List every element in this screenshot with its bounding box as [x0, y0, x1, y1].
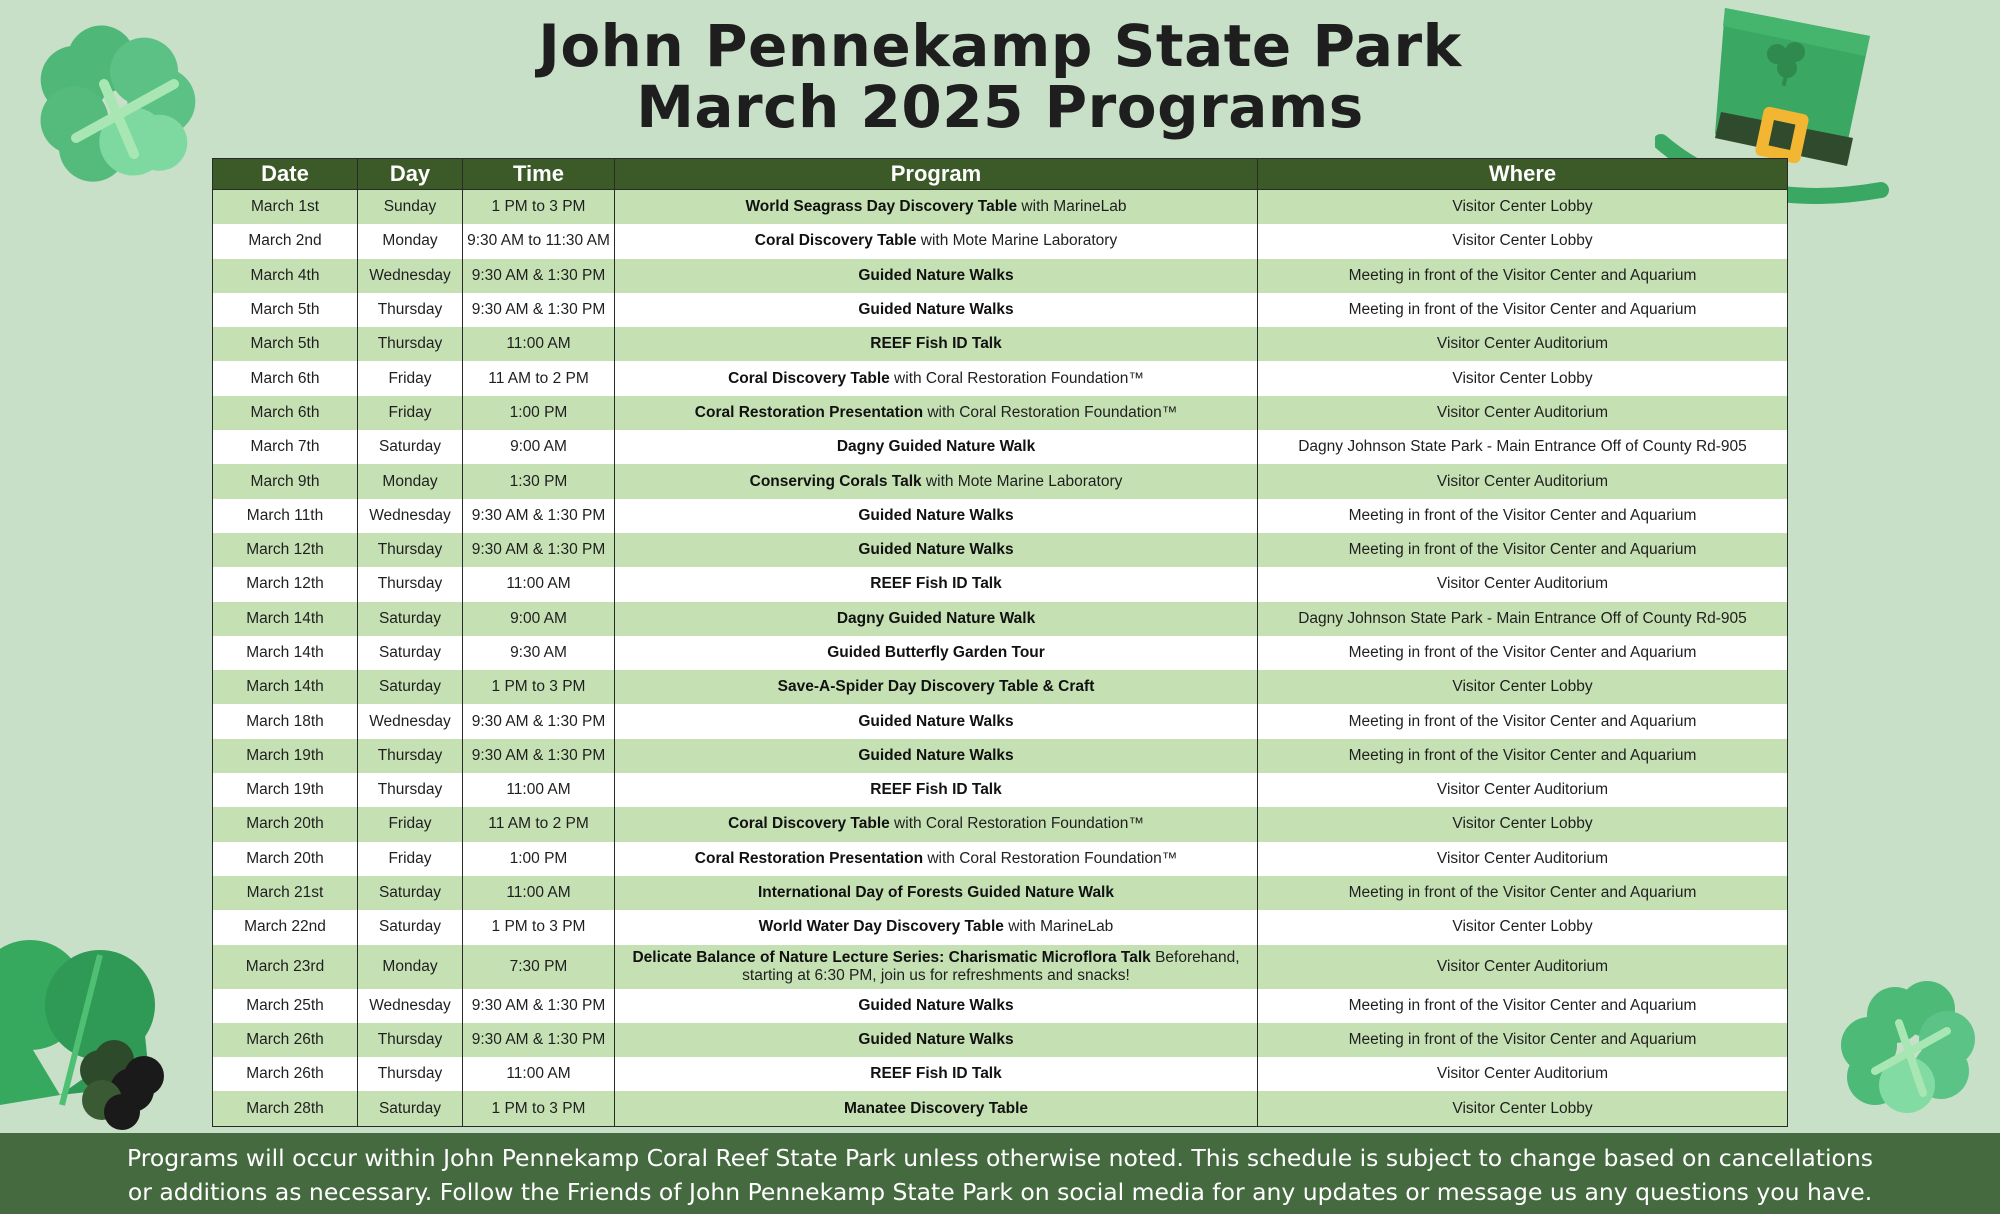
cell-where: Visitor Center Lobby: [1258, 224, 1788, 258]
cell-time: 9:30 AM: [463, 636, 615, 670]
cell-where: Visitor Center Lobby: [1258, 190, 1788, 225]
cell-day: Wednesday: [358, 989, 463, 1023]
table-row: [213, 876, 1788, 910]
cell-day: Thursday: [358, 739, 463, 773]
cell-day: Thursday: [358, 773, 463, 807]
table-row: [213, 533, 1788, 567]
program-detail: with Coral Restoration Foundation™: [889, 815, 1144, 833]
cell-program: [615, 190, 1258, 225]
cell-date: March 26th: [213, 1057, 358, 1091]
cell-program: [615, 1091, 1258, 1126]
program-title: Coral Discovery Table: [754, 232, 917, 250]
cell-time: 1:00 PM: [463, 396, 615, 430]
cell-where: Visitor Center Lobby: [1258, 670, 1788, 704]
cell-time: 9:30 AM & 1:30 PM: [463, 533, 615, 567]
cell-program: [615, 499, 1258, 533]
cell-where: Visitor Center Lobby: [1258, 807, 1788, 841]
cell-program: [615, 989, 1258, 1023]
program-title: Delicate Balance of Nature Lecture Series: Charismatic Microflora Talk: [632, 948, 1151, 966]
program-title: Guided Nature Walks: [858, 996, 1014, 1014]
cell-date: March 14th: [213, 636, 358, 670]
table-row: [213, 396, 1788, 430]
cell-date: March 14th: [213, 602, 358, 636]
cell-program: [615, 1057, 1258, 1091]
cell-where: Meeting in front of the Visitor Center and Aquarium: [1258, 876, 1788, 910]
cell-date: March 20th: [213, 807, 358, 841]
cell-date: March 11th: [213, 499, 358, 533]
cell-date: March 20th: [213, 842, 358, 876]
program-title: Guided Nature Walks: [858, 712, 1014, 730]
cell-time: 9:30 AM & 1:30 PM: [463, 739, 615, 773]
cell-date: March 22nd: [213, 910, 358, 944]
cell-date: March 12th: [213, 567, 358, 601]
cell-time: 11:00 AM: [463, 567, 615, 601]
table-row: [213, 989, 1788, 1023]
cell-day: Thursday: [358, 293, 463, 327]
program-title: Conserving Corals Talk: [749, 472, 922, 490]
cell-where: Visitor Center Lobby: [1258, 361, 1788, 395]
cell-where: Visitor Center Auditorium: [1258, 773, 1788, 807]
cell-where: Visitor Center Auditorium: [1258, 464, 1788, 498]
table-row: [213, 293, 1788, 327]
cell-day: Wednesday: [358, 499, 463, 533]
cell-program: [615, 670, 1258, 704]
program-title: Coral Discovery Table: [728, 815, 890, 833]
program-title: Manatee Discovery Table: [843, 1099, 1029, 1117]
table-header-row: [213, 159, 1788, 190]
program-title: Coral Discovery Table: [728, 369, 890, 387]
column-header-where: Where: [1258, 159, 1788, 190]
cell-program: [615, 945, 1258, 989]
table-row: [213, 910, 1788, 944]
cell-time: 7:30 PM: [463, 945, 615, 989]
cell-where: Meeting in front of the Visitor Center and Aquarium: [1258, 989, 1788, 1023]
cell-program: [615, 259, 1258, 293]
cell-date: March 23rd: [213, 945, 358, 989]
cell-where: Meeting in front of the Visitor Center and Aquarium: [1258, 499, 1788, 533]
cell-where: Visitor Center Auditorium: [1258, 327, 1788, 361]
table-row: [213, 499, 1788, 533]
cell-where: Dagny Johnson State Park - Main Entrance Off of County Rd-905: [1258, 430, 1788, 464]
cell-time: 9:30 AM to 11:30 AM: [463, 224, 615, 258]
program-title: REEF Fish ID Talk: [870, 781, 1002, 799]
table-row: [213, 430, 1788, 464]
cell-day: Wednesday: [358, 259, 463, 293]
table-row: [213, 636, 1788, 670]
table-row: [213, 1091, 1788, 1126]
cell-program: [615, 602, 1258, 636]
cell-program: [615, 430, 1258, 464]
footer-notice: [0, 1133, 2000, 1214]
cell-where: Dagny Johnson State Park - Main Entrance Off of County Rd-905: [1258, 602, 1788, 636]
cell-program: [615, 293, 1258, 327]
cell-date: March 28th: [213, 1091, 358, 1126]
cell-program: [615, 361, 1258, 395]
program-detail: with Coral Restoration Foundation™: [923, 403, 1178, 421]
cell-program: [615, 807, 1258, 841]
table-row: [213, 739, 1788, 773]
cell-where: Visitor Center Auditorium: [1258, 396, 1788, 430]
program-detail: with Mote Marine Laboratory: [921, 472, 1123, 490]
cell-date: March 19th: [213, 739, 358, 773]
cell-day: Monday: [358, 464, 463, 498]
cell-day: Saturday: [358, 602, 463, 636]
cell-date: March 5th: [213, 293, 358, 327]
table-row: [213, 1023, 1788, 1057]
cell-date: March 12th: [213, 533, 358, 567]
cell-where: Meeting in front of the Visitor Center and Aquarium: [1258, 293, 1788, 327]
cell-where: Meeting in front of the Visitor Center and Aquarium: [1258, 636, 1788, 670]
cell-day: Saturday: [358, 1091, 463, 1126]
program-title: REEF Fish ID Talk: [870, 335, 1002, 353]
table-row: [213, 361, 1788, 395]
cell-time: 9:30 AM & 1:30 PM: [463, 989, 615, 1023]
cell-time: 1 PM to 3 PM: [463, 190, 615, 225]
title-line-2: March 2025 Programs: [636, 73, 1364, 141]
cell-where: Meeting in front of the Visitor Center and Aquarium: [1258, 704, 1788, 738]
footer-line-1: Programs will occur within John Pennekamp Coral Reef State Park unless otherwise noted. This schedule is subject to change based on cancellations: [126, 1144, 1874, 1172]
cell-date: March 7th: [213, 430, 358, 464]
cell-day: Friday: [358, 361, 463, 395]
program-detail: with MarineLab: [1003, 918, 1114, 936]
cell-time: 9:30 AM & 1:30 PM: [463, 704, 615, 738]
program-detail: with Mote Marine Laboratory: [916, 232, 1118, 250]
table-row: [213, 224, 1788, 258]
table-row: [213, 807, 1788, 841]
table-row: [213, 842, 1788, 876]
cell-day: Saturday: [358, 670, 463, 704]
table-row: [213, 773, 1788, 807]
cell-day: Thursday: [358, 327, 463, 361]
cell-day: Saturday: [358, 636, 463, 670]
program-title: International Day of Forests Guided Nature Walk: [758, 884, 1114, 902]
table-row: [213, 464, 1788, 498]
program-title: Save-A-Spider Day Discovery Table & Craft: [777, 678, 1095, 696]
cell-time: 9:00 AM: [463, 430, 615, 464]
table-row: [213, 602, 1788, 636]
cell-time: 11:00 AM: [463, 876, 615, 910]
cell-program: [615, 704, 1258, 738]
program-title: Guided Nature Walks: [858, 541, 1014, 559]
table-row: [213, 190, 1788, 225]
cell-day: Saturday: [358, 876, 463, 910]
table-row: [213, 704, 1788, 738]
cell-where: Meeting in front of the Visitor Center and Aquarium: [1258, 1023, 1788, 1057]
cell-time: 11 AM to 2 PM: [463, 361, 615, 395]
cell-day: Thursday: [358, 1057, 463, 1091]
cell-where: Meeting in front of the Visitor Center and Aquarium: [1258, 739, 1788, 773]
title-line-1: John Pennekamp State Park: [538, 12, 1462, 80]
cell-date: March 5th: [213, 327, 358, 361]
cell-time: 11:00 AM: [463, 327, 615, 361]
table-row: [213, 259, 1788, 293]
cell-day: Saturday: [358, 430, 463, 464]
column-header-day: Day: [358, 159, 463, 190]
program-title: Guided Nature Walks: [858, 1030, 1014, 1048]
table-row: [213, 945, 1788, 989]
cell-date: March 2nd: [213, 224, 358, 258]
page-title: [0, 12, 2000, 141]
table-body: [213, 190, 1788, 1127]
program-detail: with Coral Restoration Foundation™: [889, 369, 1144, 387]
cell-date: March 21st: [213, 876, 358, 910]
cell-time: 9:30 AM & 1:30 PM: [463, 259, 615, 293]
program-detail: with MarineLab: [1017, 198, 1127, 216]
cell-where: Visitor Center Lobby: [1258, 910, 1788, 944]
cell-date: March 14th: [213, 670, 358, 704]
cell-where: Visitor Center Lobby: [1258, 1091, 1788, 1126]
cell-day: Monday: [358, 945, 463, 989]
cell-date: March 1st: [213, 190, 358, 225]
cell-program: [615, 842, 1258, 876]
cell-where: Meeting in front of the Visitor Center and Aquarium: [1258, 533, 1788, 567]
cell-program: [615, 1023, 1258, 1057]
cell-date: March 6th: [213, 396, 358, 430]
cell-program: [615, 464, 1258, 498]
cell-date: March 26th: [213, 1023, 358, 1057]
cell-day: Sunday: [358, 190, 463, 225]
cell-date: March 19th: [213, 773, 358, 807]
cell-program: [615, 396, 1258, 430]
cell-program: [615, 533, 1258, 567]
cell-time: 9:30 AM & 1:30 PM: [463, 1023, 615, 1057]
shamrock-icon: [1835, 975, 1985, 1125]
cell-date: March 9th: [213, 464, 358, 498]
cell-time: 9:30 AM & 1:30 PM: [463, 293, 615, 327]
program-detail: Beforehand, starting at 6:30 PM, join us for refreshments and snacks!: [742, 948, 1240, 984]
footer-line-2: or additions as necessary. Follow the Friends of John Pennekamp State Park on social media for any updates or message us any questions you have.: [127, 1178, 1873, 1206]
cell-time: 11 AM to 2 PM: [463, 807, 615, 841]
cell-where: Visitor Center Auditorium: [1258, 842, 1788, 876]
cell-where: Visitor Center Auditorium: [1258, 1057, 1788, 1091]
program-title: World Water Day Discovery Table: [758, 918, 1004, 936]
program-title: Coral Restoration Presentation: [694, 849, 924, 867]
program-title: REEF Fish ID Talk: [870, 1065, 1002, 1083]
cell-time: 1:30 PM: [463, 464, 615, 498]
cell-where: Meeting in front of the Visitor Center and Aquarium: [1258, 259, 1788, 293]
cell-where: Visitor Center Auditorium: [1258, 567, 1788, 601]
cell-time: 11:00 AM: [463, 773, 615, 807]
program-title: Guided Nature Walks: [858, 506, 1014, 524]
program-title: Guided Nature Walks: [858, 301, 1014, 319]
cell-day: Thursday: [358, 567, 463, 601]
cell-day: Saturday: [358, 910, 463, 944]
cell-time: 9:30 AM & 1:30 PM: [463, 499, 615, 533]
cell-date: March 25th: [213, 989, 358, 1023]
cell-program: [615, 327, 1258, 361]
cell-day: Wednesday: [358, 704, 463, 738]
table-row: [213, 670, 1788, 704]
cell-program: [615, 876, 1258, 910]
cell-day: Friday: [358, 807, 463, 841]
cell-program: [615, 567, 1258, 601]
program-detail: with Coral Restoration Foundation™: [923, 849, 1178, 867]
cell-time: 11:00 AM: [463, 1057, 615, 1091]
column-header-time: Time: [463, 159, 615, 190]
cell-where: Visitor Center Auditorium: [1258, 945, 1788, 989]
cell-date: March 18th: [213, 704, 358, 738]
cell-date: March 4th: [213, 259, 358, 293]
program-title: Guided Nature Walks: [858, 746, 1014, 764]
program-title: Guided Nature Walks: [858, 266, 1014, 284]
column-header-program: Program: [615, 159, 1258, 190]
column-header-date: Date: [213, 159, 358, 190]
cell-time: 1 PM to 3 PM: [463, 910, 615, 944]
cell-day: Friday: [358, 842, 463, 876]
cell-program: [615, 636, 1258, 670]
cell-time: 1:00 PM: [463, 842, 615, 876]
program-title: REEF Fish ID Talk: [870, 575, 1002, 593]
table-row: [213, 1057, 1788, 1091]
cell-date: March 6th: [213, 361, 358, 395]
program-title: Guided Butterfly Garden Tour: [827, 644, 1045, 661]
program-title: Dagny Guided Nature Walk: [836, 438, 1036, 456]
program-title: Dagny Guided Nature Walk: [836, 609, 1036, 627]
cell-time: 1 PM to 3 PM: [463, 1091, 615, 1126]
cell-day: Monday: [358, 224, 463, 258]
table-row: [213, 327, 1788, 361]
cell-program: [615, 910, 1258, 944]
cell-program: [615, 773, 1258, 807]
program-title: World Seagrass Day Discovery Table: [745, 198, 1018, 216]
program-title: Coral Restoration Presentation: [694, 403, 924, 421]
table-row: [213, 567, 1788, 601]
program-schedule-table: [212, 158, 1788, 1127]
cell-day: Thursday: [358, 533, 463, 567]
shamrock-icon: [62, 1030, 172, 1130]
cell-time: 1 PM to 3 PM: [463, 670, 615, 704]
cell-time: 9:00 AM: [463, 602, 615, 636]
cell-program: [615, 224, 1258, 258]
cell-day: Thursday: [358, 1023, 463, 1057]
cell-program: [615, 739, 1258, 773]
cell-day: Friday: [358, 396, 463, 430]
